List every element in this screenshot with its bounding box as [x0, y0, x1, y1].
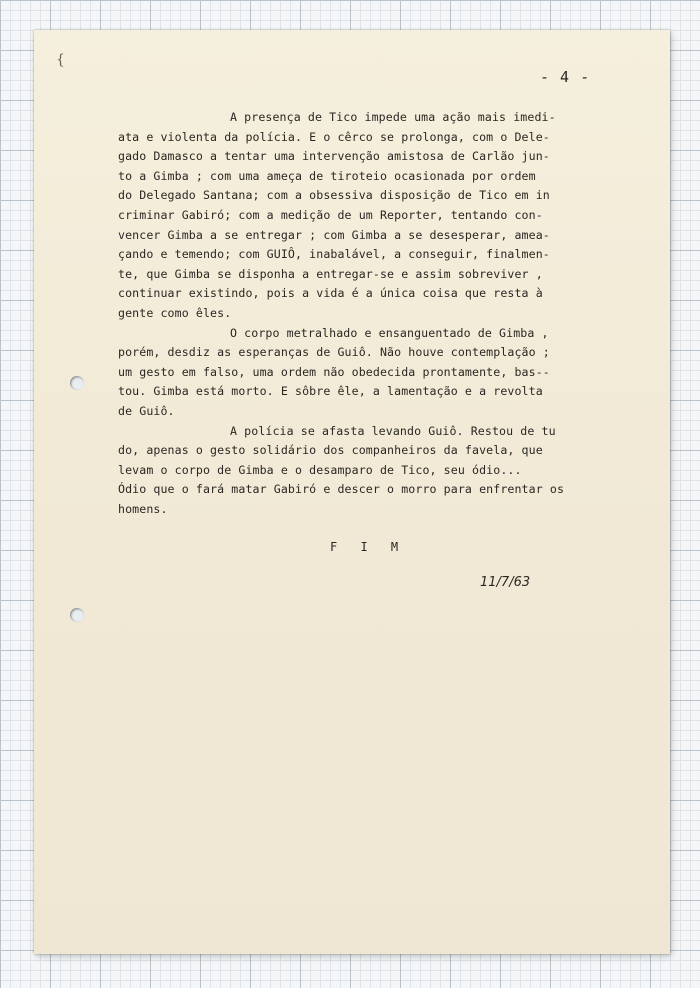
text-line: porém, desdiz as esperanças de Guiô. Não houve contemplação ;	[118, 345, 550, 360]
text-line: gado Damasco a tentar uma intervenção amistosa de Carlão jun-	[118, 149, 550, 164]
page-number: - 4 -	[540, 68, 591, 86]
text-line: continuar existindo, pois a vida é a única coisa que resta à	[118, 286, 543, 301]
text-line: gente como êles.	[118, 305, 232, 320]
text-line: homens.	[118, 501, 168, 516]
text-line: do, apenas o gesto solidário dos companheiros da favela, que	[118, 443, 543, 458]
body-text	[118, 108, 588, 519]
text-line: A presença de Tico impede uma ação mais imedi-	[230, 110, 556, 124]
text-line: de Guiô.	[118, 403, 175, 418]
text-line: A polícia se afasta levando Guiô. Restou de tu	[230, 423, 556, 438]
text-line: O corpo metralhado e ensanguentado de Gimba ,	[230, 325, 549, 340]
text-line: Ódio que o fará matar Gabiró e descer o morro para enfrentar os	[118, 482, 565, 497]
text-line: do Delegado Santana; com a obsessiva disposição de Tico em in	[118, 188, 550, 203]
text-line: um gesto em falso, uma ordem não obedecida prontamente, bas--	[118, 364, 550, 379]
text-line: levam o corpo de Gimba e o desamparo de Tico, seu ódio...	[118, 462, 522, 477]
text-line: çando e temendo; com GUIÔ, inabalável, a conseguir, finalmen-	[118, 247, 550, 262]
typed-page	[34, 30, 670, 954]
handwritten-date: 11/7/63	[480, 575, 531, 590]
text-line: to a Gimba ; com uma ameça de tiroteio ocasionada por ordem	[118, 168, 536, 183]
text-line: criminar Gabiró; com a medição de um Reporter, tentando con-	[118, 207, 543, 222]
corner-pencil-mark: {	[56, 52, 65, 68]
text-line: tou. Gimba está morto. E sôbre êle, a lamentação e a revolta	[118, 384, 543, 399]
text-line: te, que Gimba se disponha a entregar-se e assim sobreviver ,	[118, 266, 543, 281]
text-line: ata e violenta da polícia. E o cêrco se prolonga, com o Dele-	[118, 129, 550, 144]
punch-hole-upper	[70, 376, 84, 390]
punch-hole-lower	[70, 608, 84, 622]
end-mark: F I M	[330, 540, 407, 554]
text-line: vencer Gimba a se entregar ; com Gimba a se desesperar, amea-	[118, 227, 550, 242]
